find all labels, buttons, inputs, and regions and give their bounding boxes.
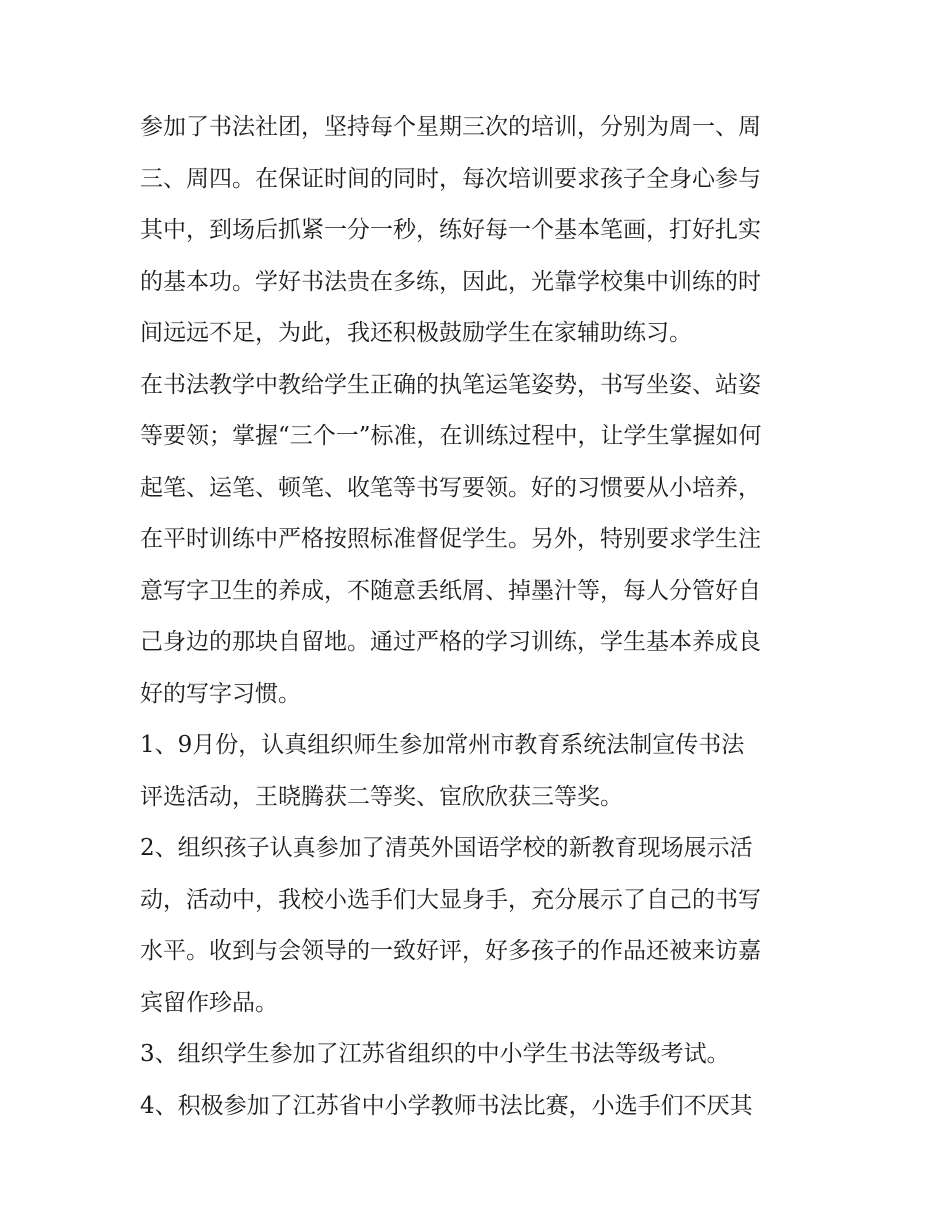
text-line-3: 其中，到场后抓紧一分一秒，练好每一个基本笔画，打好扎实 (140, 217, 761, 243)
text-line-12: 好的写字习惯。 (140, 680, 301, 707)
text-line-20: 4、积极参加了江苏省中小学教师书法比赛，小选手们不厌其 (140, 1092, 753, 1119)
document-body (140, 102, 820, 1132)
text-line-10: 意写字卫生的养成，不随意丢纸屑、掉墨汁等，每人分管好自 (140, 577, 761, 604)
text-line-15: 2、组织孩子认真参加了清英外国语学校的新教育现场展示活 (140, 835, 753, 861)
text-line-14: 评选活动，王晓腾获二等奖、宦欣欣获三等奖。 (140, 783, 623, 810)
text-line-17: 水平。收到与会领导的一致好评，好多孩子的作品还被来访嘉 (140, 938, 761, 964)
text-line-6: 在书法教学中教给学生正确的执笔运笔姿势，书写坐姿、站姿 (140, 371, 761, 398)
text-line-5: 间远远不足，为此，我还积极鼓励学生在家辅助练习。 (140, 320, 692, 346)
text-line-16: 动，活动中，我校小选手们大显身手，充分展示了自己的书写 (140, 886, 761, 913)
text-line-4: 的基本功。学好书法贵在多练，因此，光靠学校集中训练的时 (140, 268, 761, 295)
text-line-2: 三、周四。在保证时间的同时，每次培训要求孩子全身心参与 (140, 165, 761, 192)
text-line-11: 己身边的那块自留地。通过严格的学习训练，学生基本养成良 (140, 629, 761, 655)
text-line-1: 参加了书法社团，坚持每个星期三次的培训，分别为周一、周 (140, 114, 761, 140)
text-line-8: 起笔、运笔、顿笔、收笔等书写要领。好的习惯要从小培养， (140, 474, 761, 501)
text-line-18: 宾留作珍品。 (140, 989, 278, 1016)
text-line-13: 1、9月份，认真组织师生参加常州市教育系统法制宣传书法 (140, 732, 745, 758)
text-line-19: 3、组织学生参加了江苏省组织的中小学生书法等级考试。 (140, 1041, 730, 1067)
text-line-9: 在平时训练中严格按照标准督促学生。另外，特别要求学生注 (140, 526, 761, 552)
text-line-7: 等要领；掌握“三个一”标准，在训练过程中，让学生掌握如何 (140, 423, 762, 449)
